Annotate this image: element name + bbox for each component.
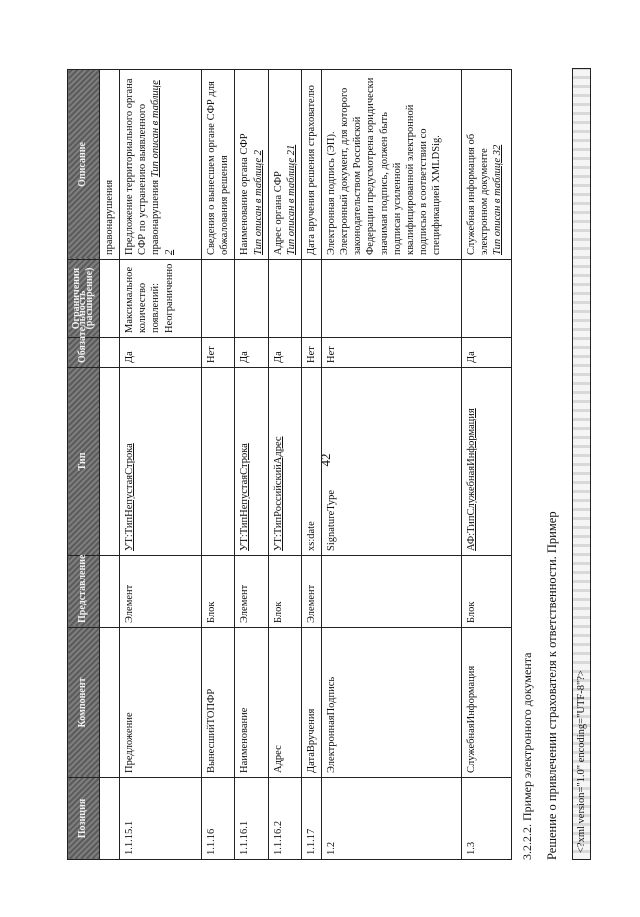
- cell-pos: 1.1.15.1: [120, 778, 202, 860]
- cell-kind: [322, 556, 462, 628]
- cell-type: [202, 368, 235, 556]
- cell-type: УТ:ТипНепустаяСтрока: [235, 368, 268, 556]
- fields-table: [67, 69, 512, 860]
- cell-component: ДатаВручения: [301, 628, 321, 778]
- rotated-content: [67, 60, 591, 860]
- cell-kind: Элемент: [120, 556, 202, 628]
- cell-kind: Элемент: [235, 556, 268, 628]
- cell-desc: [268, 70, 301, 260]
- cell-desc: Электронная подпись (ЭП). Электронный документ, для которого законодательством Российской Федерации предусмотрена юридически значимая подпись, должен быть подписан усиленной квалифицированной электронной подписью в соответствии со спецификацией XMLDSig.: [322, 70, 462, 260]
- header-cell: Представление: [68, 556, 100, 628]
- cell-kind: Элемент: [301, 556, 321, 628]
- cell-pos: 1.1.16: [202, 778, 235, 860]
- header-cell: Описание: [68, 70, 100, 260]
- table-row: [100, 70, 120, 860]
- cell-pos: 1.1.16.2: [268, 778, 301, 860]
- section-heading: 3.2.2.2. Пример электронного документа: [520, 652, 534, 860]
- cell-pos: 1.1.16.1: [235, 778, 268, 860]
- desc-text: Предложение территориального органа СФР по устранению выявленного правонарушения: [124, 78, 162, 255]
- cell-limits: [235, 260, 268, 338]
- cell-pos: 1.2: [322, 778, 462, 860]
- cell-req: Да: [462, 338, 512, 368]
- cell-limits: [202, 260, 235, 338]
- cell-desc: [462, 70, 512, 260]
- desc-text: Наименование органа СФР: [239, 133, 251, 255]
- page-number: 42: [318, 453, 333, 467]
- header-cell: Ограничения (расширение): [68, 260, 100, 338]
- cell-type: УТ:ТипНепустаяСтрока: [120, 368, 202, 556]
- cell-limits: [462, 260, 512, 338]
- cell-kind: Блок: [202, 556, 235, 628]
- cell-req: Нет: [202, 338, 235, 368]
- cell-component: Адрес: [268, 628, 301, 778]
- desc-ref: Тип описан в таблице 32: [492, 144, 504, 255]
- cell-desc: [235, 70, 268, 260]
- cell-type: УТ:ТипРоссийскийАдрес: [268, 368, 301, 556]
- table-row: [268, 70, 301, 860]
- cell-desc: [120, 70, 202, 260]
- table-row: [462, 70, 512, 860]
- cell-req: Нет: [322, 338, 462, 368]
- desc-ref: Тип описан в таблице 21: [285, 144, 297, 255]
- cell-req: Да: [120, 338, 202, 368]
- cell-limits: Максимальное количество появлений: Неограниченно: [120, 260, 202, 338]
- cell-desc: Дата вручения решения страхователю: [301, 70, 321, 260]
- cell-type: SignatureType: [322, 368, 462, 556]
- desc-ref: Тип описан в таблице 2: [252, 150, 264, 255]
- cell-desc: Сведения о вынесшем органе СФР для обжалования решения: [202, 70, 235, 260]
- table-row: [120, 70, 202, 860]
- desc-text: Адрес органа СФР: [272, 171, 284, 255]
- table-row: [301, 70, 321, 860]
- table-row: [235, 70, 268, 860]
- cell-kind: Блок: [268, 556, 301, 628]
- table-row: [322, 70, 462, 860]
- header-cell: Тип: [68, 368, 100, 556]
- cell-pos: 1.1.17: [301, 778, 321, 860]
- cell-req: Да: [235, 338, 268, 368]
- cell-component: Наименование: [235, 628, 268, 778]
- example-title: Решение о привлечении страхователя к ответственности. Пример: [545, 511, 559, 860]
- cell-component: СлужебнаяИнформация: [462, 628, 512, 778]
- table-row: [202, 70, 235, 860]
- cell-type: xs:date: [301, 368, 321, 556]
- cell-req: Да: [268, 338, 301, 368]
- desc-text: Служебная информация об электронном документе: [466, 133, 491, 255]
- desc-ref: Тип описан в таблице 2: [150, 80, 175, 255]
- cell-req: Нет: [301, 338, 321, 368]
- header-cell: Позиция: [68, 778, 100, 860]
- cell-component: Предложение: [120, 628, 202, 778]
- cell-component: ЭлектроннаяПодпись: [322, 628, 462, 778]
- cell-desc: правонарушения: [100, 70, 120, 260]
- cell-pos: 1.3: [462, 778, 512, 860]
- xml-declaration: <?xml version="1.0" encoding="UTF-8"?>: [572, 68, 591, 860]
- cell-limits: [322, 260, 462, 338]
- cell-limits: [301, 260, 321, 338]
- header-cell: [68, 338, 100, 368]
- table-header: [68, 70, 100, 860]
- cell-type: АФ:ТипСлужебнаяИнформация: [462, 368, 512, 556]
- cell-limits: [268, 260, 301, 338]
- cell-component: ВынесшийТОПФР: [202, 628, 235, 778]
- cell-kind: Блок: [462, 556, 512, 628]
- header-cell: Компонент: [68, 628, 100, 778]
